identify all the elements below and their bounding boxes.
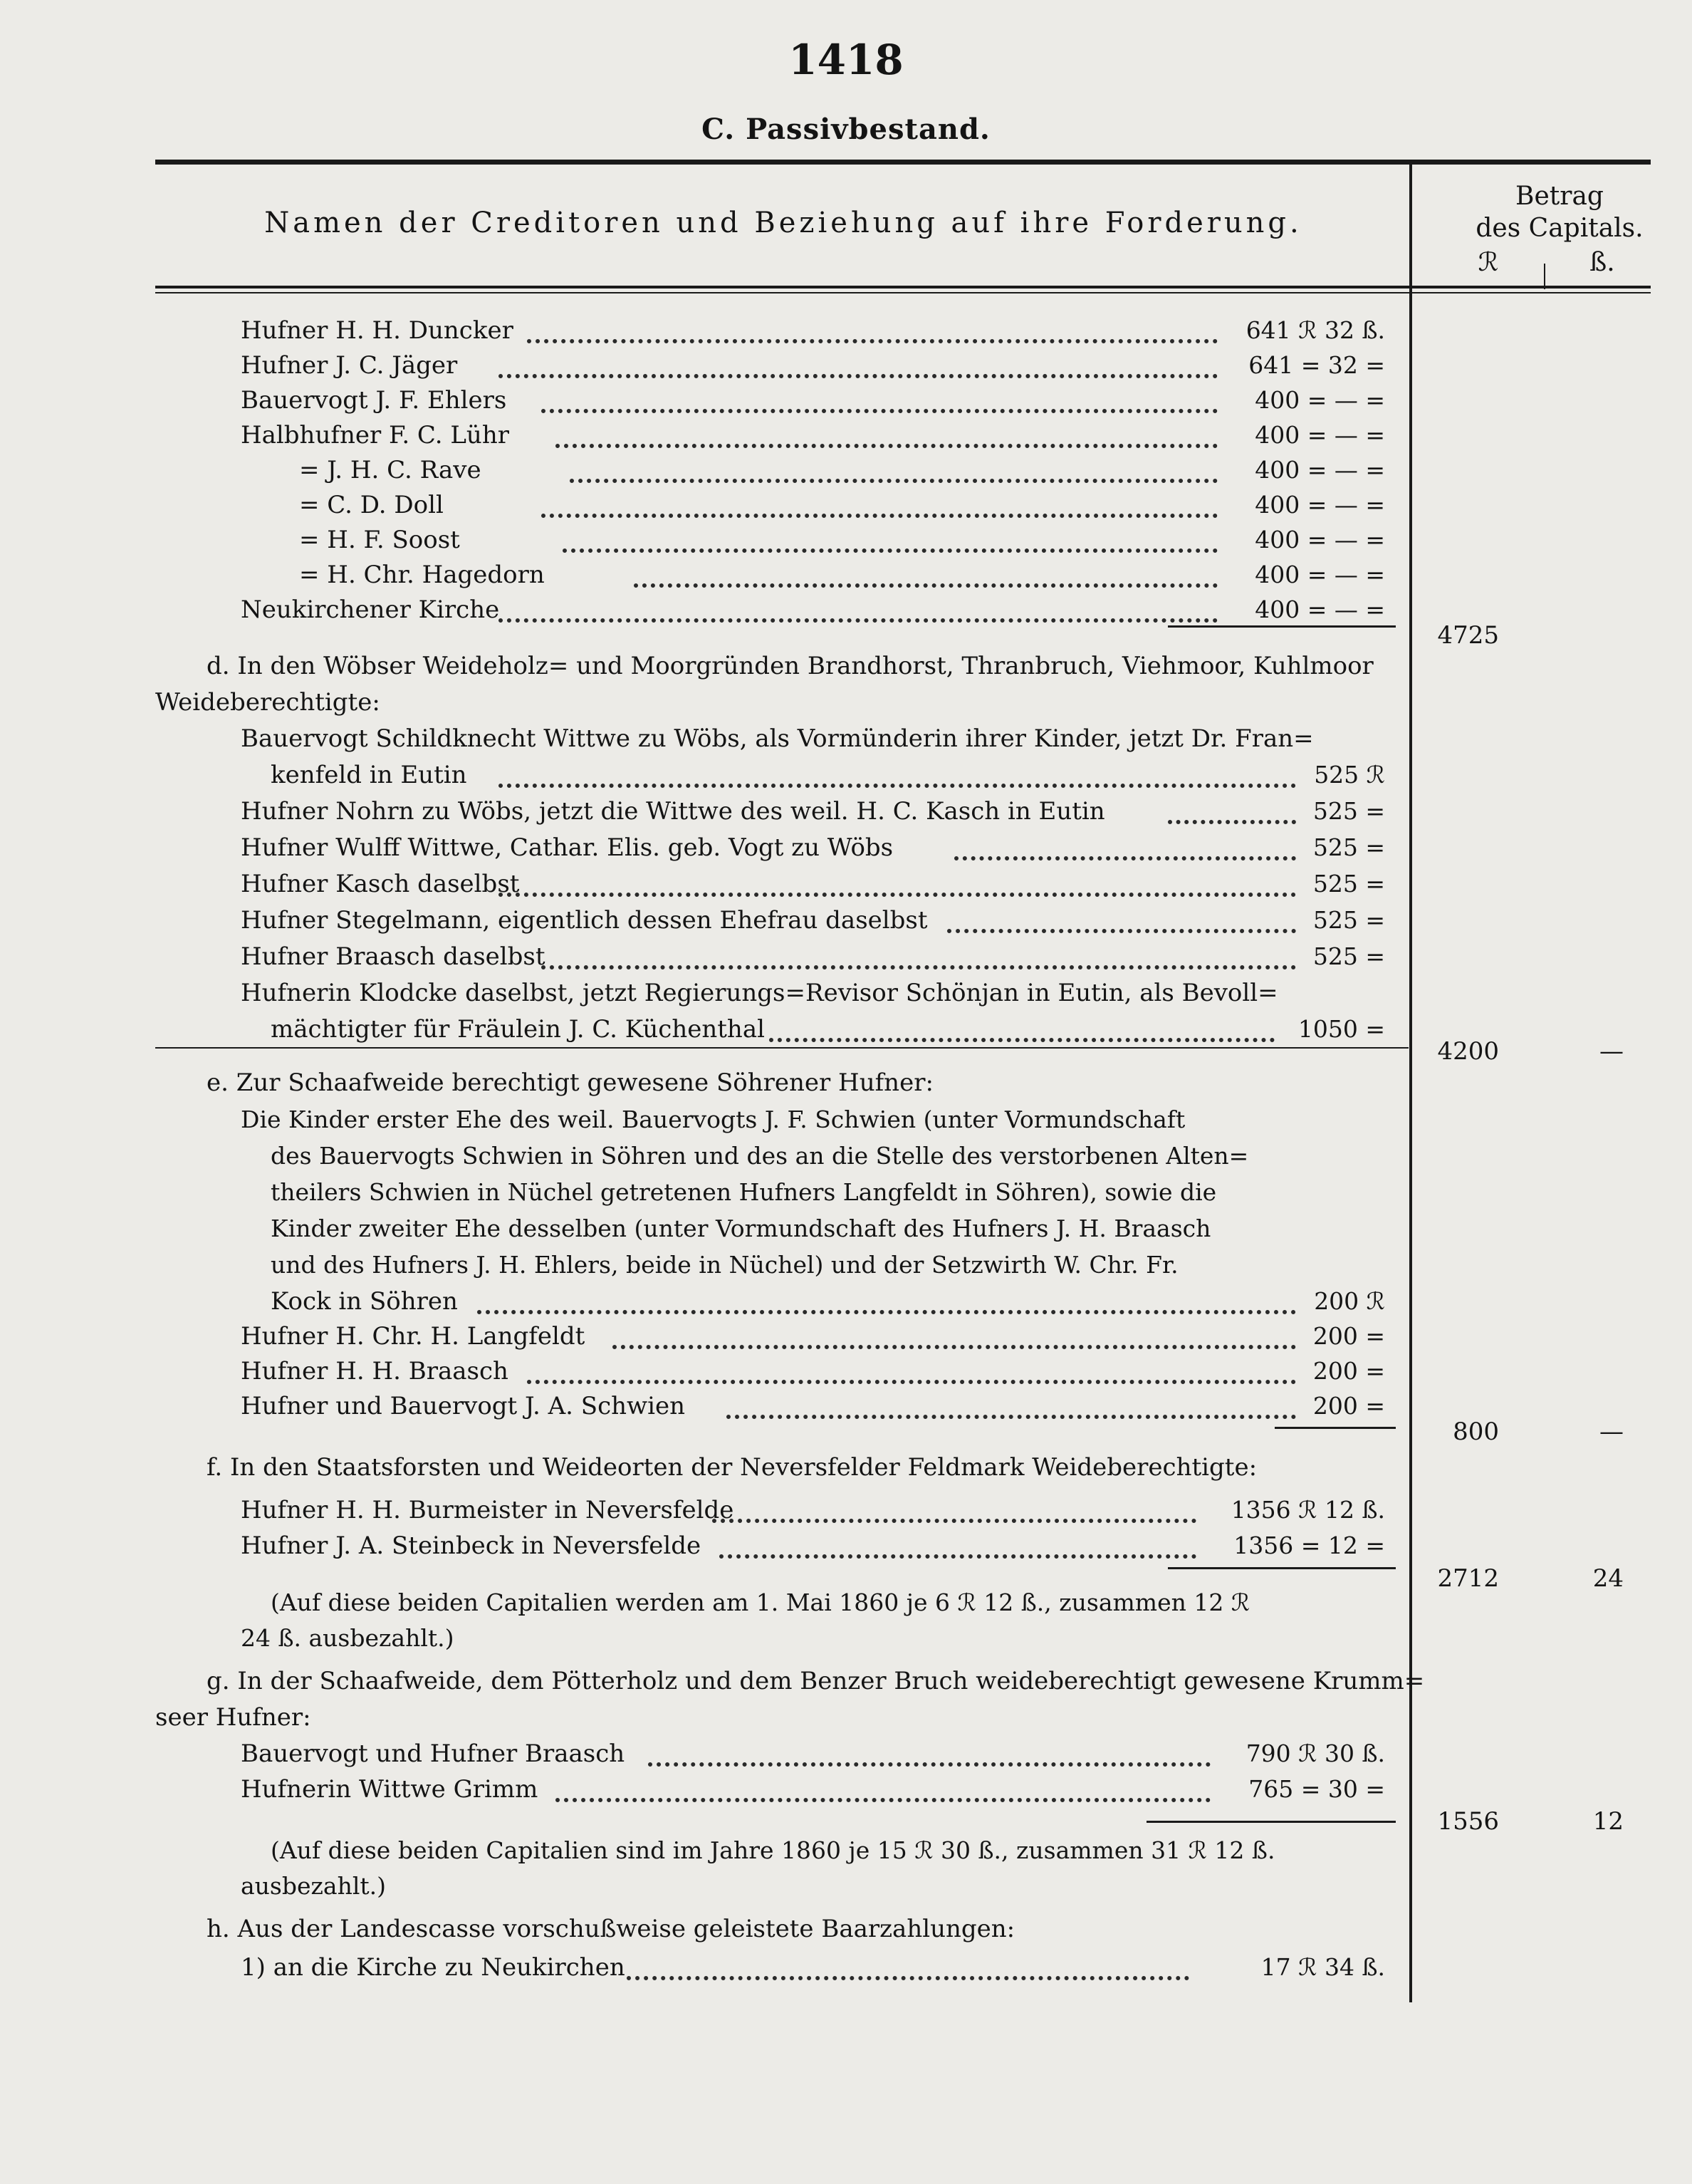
list-item-name: Bauervogt J. F. Ehlers (241, 386, 507, 415)
column-header-betrag: Betrag (1515, 182, 1604, 211)
column-header-des-capitals: des Capitals. (1476, 214, 1644, 243)
leader-dots (541, 409, 1218, 413)
section-f-heading: f. In den Staatsforsten und Weideorten der Neversfelder Feldmark Weideberechtigte: (207, 1453, 1258, 1482)
shilling-column-divider (1544, 264, 1545, 289)
list-item-amount: 400 = — = (1255, 421, 1385, 449)
list-item-amount: 400 = — = (1255, 386, 1385, 414)
list-item-name: Halbhufner F. C. Lühr (241, 421, 509, 449)
section-f-note-cont: 24 ß. ausbezahlt.) (241, 1624, 454, 1652)
list-item-amount: 525 = (1312, 833, 1385, 861)
section-g-note-cont: ausbezahlt.) (241, 1872, 387, 1900)
section-g-note: (Auf diese beiden Capitalien sind im Jahre 1860 je 15 ℛ 30 ß., zusammen 31 ℛ 12 ß. (271, 1836, 1275, 1864)
leader-dots (634, 583, 1218, 588)
list-item-name: Neukirchener Kirche (241, 596, 500, 624)
section-g-heading: g. In der Schaafweide, dem Pötterholz und dem Benzer Bruch weideberechtigt gewesene Krumm= (207, 1667, 1425, 1695)
section-c-total-thaler: 4725 (1437, 621, 1499, 650)
list-item-amount: 400 = — = (1255, 456, 1385, 484)
list-item-amount: 400 = — = (1255, 561, 1385, 588)
leader-dots (726, 1415, 1296, 1419)
list-item-name: Hufner J. C. Jäger (241, 351, 458, 380)
section-e-entry-line: theilers Schwien in Nüchel getretenen Hufners Langfeldt in Söhren), sowie die (271, 1178, 1217, 1206)
section-e-entry-line: Die Kinder erster Ehe des weil. Bauervogts J. F. Schwien (unter Vormundschaft (241, 1106, 1186, 1133)
list-item-amount: 200 ℛ (1314, 1287, 1385, 1315)
section-d-total-thaler: 4200 (1437, 1037, 1499, 1066)
list-item-name: = H. Chr. Hagedorn (299, 561, 545, 589)
leader-dots (612, 1345, 1296, 1349)
leader-dots (541, 965, 1296, 969)
section-g-total-shilling: 12 (1592, 1807, 1624, 1836)
leader-dots (712, 1519, 1196, 1523)
list-item-amount: 400 = — = (1255, 491, 1385, 519)
list-item-name-line1: Hufnerin Klodcke daselbst, jetzt Regierungs=Revisor Schönjan in Eutin, als Bevoll= (241, 979, 1278, 1007)
list-item-name: Hufner Nohrn zu Wöbs, jetzt die Wittwe des weil. H. C. Kasch in Eutin (241, 797, 1105, 826)
list-item-name: Kock in Söhren (271, 1287, 458, 1316)
list-item-amount: 1356 = 12 = (1233, 1532, 1385, 1559)
page-number: 1418 (788, 36, 904, 84)
list-item-amount: 1356 ℛ 12 ß. (1231, 1496, 1385, 1524)
subtotal-rule (1147, 1821, 1396, 1823)
leader-dots (527, 339, 1218, 343)
leader-dots (498, 374, 1218, 378)
leader-dots (769, 1038, 1275, 1042)
subtotal-rule (1275, 1427, 1396, 1429)
section-e-entry-line: Kinder zweiter Ehe desselben (unter Vormundschaft des Hufners J. H. Braasch (271, 1215, 1211, 1242)
column-header-names: Namen der Creditoren und Beziehung auf ihre Forderung. (264, 207, 1302, 239)
page-subtitle: C. Passivbestand. (701, 113, 991, 146)
list-item-name-line1: Bauervogt Schildknecht Wittwe zu Wöbs, als Vormünderin ihrer Kinder, jetzt Dr. Fran= (241, 724, 1314, 753)
list-item-name: 1) an die Kirche zu Neukirchen (241, 1953, 625, 1982)
column-header-shilling: ß. (1589, 248, 1615, 277)
leader-dots (498, 893, 1296, 897)
list-item-name: Hufner Kasch daselbst (241, 870, 520, 898)
list-item-amount: 525 = (1312, 870, 1385, 898)
column-header-thaler: ℛ (1478, 248, 1499, 277)
list-item-name: = J. H. C. Rave (299, 456, 481, 484)
leader-dots (498, 784, 1296, 788)
list-item-name: Hufner Wulff Wittwe, Cathar. Elis. geb. Vogt zu Wöbs (241, 833, 894, 862)
section-d-heading-cont: Weideberechtigte: (155, 688, 380, 717)
list-item-name: Hufner Braasch daselbst (241, 942, 545, 971)
subtotal-rule (1168, 1567, 1396, 1569)
list-item-amount: 200 = (1312, 1392, 1385, 1420)
header-top-rule (155, 160, 1651, 165)
list-item-amount: 790 ℛ 30 ß. (1246, 1740, 1385, 1767)
list-item-amount: 400 = — = (1255, 526, 1385, 553)
section-e-total-thaler: 800 (1453, 1418, 1499, 1446)
list-item-name: mächtigter für Fräulein J. C. Küchenthal (271, 1015, 765, 1044)
section-d-divider (155, 1047, 1409, 1049)
section-e-heading: e. Zur Schaafweide berechtigt gewesene Söhrener Hufner: (207, 1068, 934, 1097)
list-item-name: Bauervogt und Hufner Braasch (241, 1740, 625, 1768)
section-d-total-shilling: — (1599, 1037, 1624, 1066)
list-item-amount: 641 ℛ 32 ß. (1246, 316, 1385, 344)
leader-dots (627, 1976, 1189, 1980)
list-item-name: kenfeld in Eutin (271, 761, 467, 789)
list-item-name: Hufner H. H. Duncker (241, 316, 513, 345)
header-bottom-rule-2 (155, 292, 1651, 293)
list-item-name: Hufner und Bauervogt J. A. Schwien (241, 1392, 686, 1420)
section-h-heading: h. Aus der Landescasse vorschußweise geleistete Baarzahlungen: (207, 1915, 1015, 1943)
list-item-amount: 200 = (1312, 1357, 1385, 1385)
leader-dots (541, 514, 1218, 518)
leader-dots (563, 548, 1218, 553)
section-f-note: (Auf diese beiden Capitalien werden am 1. Mai 1860 je 6 ℛ 12 ß., zusammen 12 ℛ (271, 1588, 1250, 1616)
list-item-name: Hufnerin Wittwe Grimm (241, 1775, 538, 1804)
list-item-amount: 525 = (1312, 797, 1385, 825)
list-item-amount: 17 ℛ 34 ß. (1260, 1953, 1385, 1981)
section-e-entry-line: des Bauervogts Schwien in Söhren und des an die Stelle des verstorbenen Alten= (271, 1142, 1249, 1170)
section-g-heading-cont: seer Hufner: (155, 1703, 311, 1732)
list-item-name: Hufner Stegelmann, eigentlich dessen Ehefrau daselbst (241, 906, 928, 935)
list-item-name: Hufner H. H. Braasch (241, 1357, 508, 1385)
section-f-total-thaler: 2712 (1437, 1564, 1499, 1593)
list-item-amount: 1050 = (1297, 1015, 1385, 1043)
list-item-name: = C. D. Doll (299, 491, 444, 519)
leader-dots (947, 929, 1296, 933)
list-item-name: = H. F. Soost (299, 526, 460, 554)
list-item-amount: 525 ℛ (1314, 761, 1385, 789)
list-item-name: Hufner H. Chr. H. Langfeldt (241, 1322, 585, 1351)
subtotal-rule (1168, 625, 1396, 628)
section-f-total-shilling: 24 (1592, 1564, 1624, 1593)
section-e-entry-line: und des Hufners J. H. Ehlers, beide in Nüchel) und der Setzwirth W. Chr. Fr. (271, 1251, 1179, 1279)
amount-column-divider (1409, 165, 1412, 2002)
list-item-amount: 765 = 30 = (1248, 1775, 1385, 1803)
list-item-name: Hufner H. H. Burmeister in Neversfelde (241, 1496, 734, 1524)
list-item-amount: 525 = (1312, 942, 1385, 970)
leader-dots (498, 618, 1218, 623)
leader-dots (555, 1798, 1211, 1802)
leader-dots (527, 1380, 1296, 1384)
leader-dots (555, 444, 1218, 448)
leader-dots (719, 1554, 1196, 1559)
leader-dots (648, 1762, 1211, 1767)
list-item-amount: 525 = (1312, 906, 1385, 934)
list-item-amount: 200 = (1312, 1322, 1385, 1350)
section-g-total-thaler: 1556 (1437, 1807, 1499, 1836)
leader-dots (477, 1310, 1296, 1314)
list-item-amount: 641 = 32 = (1248, 351, 1385, 379)
header-bottom-rule (155, 286, 1651, 288)
section-d-heading: d. In den Wöbser Weideholz= und Moorgründen Brandhorst, Thranbruch, Viehmoor, Kuhlmoor (207, 652, 1374, 680)
list-item-name: Hufner J. A. Steinbeck in Neversfelde (241, 1532, 701, 1560)
leader-dots (570, 479, 1218, 483)
leader-dots (954, 856, 1296, 860)
section-e-total-shilling: — (1599, 1418, 1624, 1446)
list-item-amount: 400 = — = (1255, 596, 1385, 623)
